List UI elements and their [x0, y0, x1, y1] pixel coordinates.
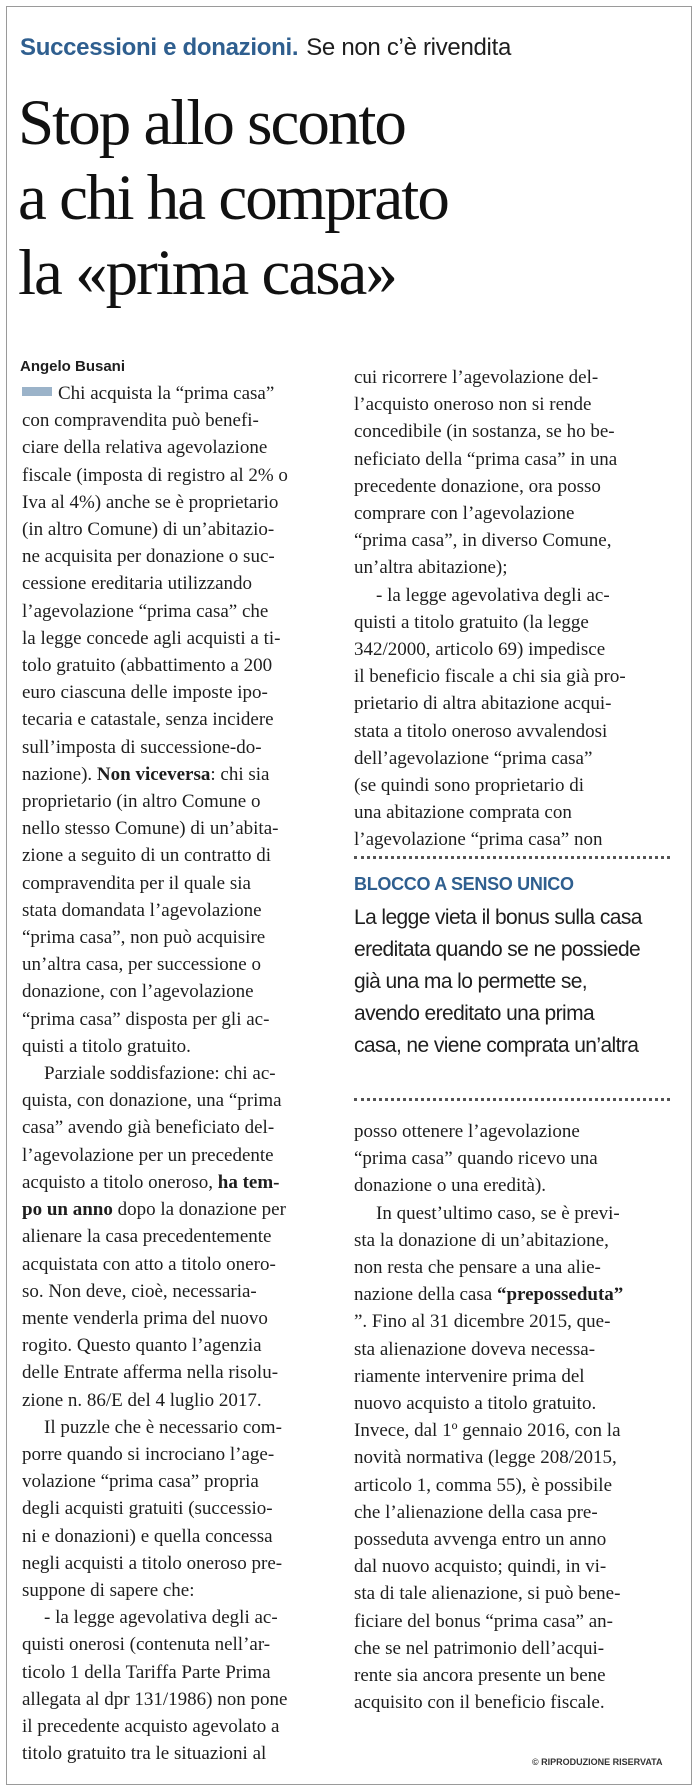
text-line: con compravendita può benefi-	[22, 410, 259, 432]
box-title: BLOCCO A SENSO UNICO	[354, 874, 574, 894]
text-line: negli acquisti a titolo oneroso pre-	[22, 1552, 283, 1574]
box-line: ereditata quando se ne possiede	[354, 938, 641, 961]
text-line: sta di tale alienazione, si può bene-	[354, 1583, 621, 1605]
text-line: un’altra casa, per successione o	[22, 954, 261, 976]
text-line: donazione, con l’agevolazione	[22, 981, 254, 1003]
kicker	[20, 32, 511, 63]
box-line: già una ma lo permette se,	[354, 970, 588, 993]
text-line: nazione della casa “preposseduta”	[354, 1284, 624, 1306]
text-line: stata domandata l’agevolazione	[22, 899, 262, 921]
text-line: novità normativa (legge 208/2015,	[354, 1447, 617, 1469]
byline: Angelo Busani	[20, 358, 126, 375]
article-column-2-bottom	[354, 1118, 670, 1716]
text-line: cui ricorrere l’agevolazione del-	[354, 367, 599, 388]
text-line: titolo gratuito tra le situazioni al	[22, 1743, 267, 1765]
text-line: il precedente acquisto agevolato a	[22, 1715, 280, 1737]
text-line: comprare con l’agevolazione	[354, 503, 575, 525]
text-line: acquisito con il beneficio fiscale.	[354, 1692, 605, 1714]
text-line: ticolo 1 della Tariffa Parte Prima	[22, 1661, 271, 1683]
text-line: il beneficio fiscale a chi sia già pro-	[354, 666, 626, 688]
headline-line: a chi ha comprato	[18, 162, 448, 234]
text-line: quisti a titolo gratuito (la legge	[354, 611, 589, 633]
text-line: una abitazione comprata con	[354, 802, 572, 824]
headline-line: la «prima casa»	[18, 237, 396, 309]
text-line: nuovo acquisto a titolo gratuito.	[354, 1393, 597, 1415]
text-line: non resta che pensare a una alie-	[354, 1257, 601, 1279]
text-line: 342/2000, articolo 69) impedisce	[354, 639, 606, 661]
text-line: ”. Fino al 31 dicembre 2015, que-	[354, 1311, 611, 1333]
text-line: alienare la casa precedentemente	[22, 1226, 272, 1248]
article-column-2-top	[354, 364, 670, 854]
text-line: Invece, dal 1º gennaio 2016, con la	[354, 1420, 621, 1442]
text-line: stata a titolo oneroso avvalendosi	[354, 720, 608, 742]
text-line: precedente donazione, ora posso	[354, 475, 601, 497]
text-line: acquistata con atto a titolo onero-	[22, 1253, 276, 1275]
text-line: quisti onerosi (contenuta nell’ar-	[22, 1634, 271, 1656]
text-line: tolo gratuito (abbattimento a 200	[22, 655, 273, 677]
lead-bar	[22, 387, 52, 396]
text-line: mente venderla prima del nuovo	[22, 1307, 268, 1329]
text-line: l’agevolazione “prima casa” non	[354, 829, 603, 851]
text-line: che se nel patrimonio dell’acqui-	[354, 1637, 605, 1659]
text-line: neficiato della “prima casa” in una	[354, 448, 618, 470]
text-line: zione n. 86/E del 4 luglio 2017.	[22, 1389, 262, 1411]
box-line: La legge vieta il bonus sulla casa	[354, 906, 642, 929]
text-line: - la legge agevolativa degli ac-	[376, 584, 610, 606]
text-line: la legge concede agli acquisti a ti-	[22, 627, 281, 649]
text-line: volazione “prima casa” propria	[22, 1471, 259, 1493]
text-line: - la legge agevolativa degli ac-	[44, 1607, 278, 1629]
article-column-1	[22, 380, 330, 1767]
box-line: avendo ereditato una prima	[354, 1002, 595, 1025]
text-line: sta la donazione di un’abitazione,	[354, 1229, 609, 1251]
text-line: tecaria e catastale, senza incidere	[22, 709, 274, 731]
text-line: zione a seguito di un contratto di	[22, 845, 272, 867]
text-line: proprietario (in altro Comune o	[22, 791, 261, 813]
text-line: acquisto a titolo oneroso, ha tem-	[22, 1171, 280, 1193]
box-top-rule	[354, 856, 670, 859]
text-line: l’agevolazione per un precedente	[22, 1144, 274, 1166]
text-line: ni e donazioni) e quella concessa	[22, 1525, 273, 1547]
text-line: quista, con donazione, una “prima	[22, 1090, 282, 1112]
kicker-section: Successioni e donazioni.	[20, 34, 299, 61]
text-line: ficiare del bonus “prima casa” an-	[354, 1610, 614, 1632]
text-line: donazione o una eredità).	[354, 1175, 547, 1197]
text-line: l’agevolazione “prima casa” che	[22, 600, 269, 622]
text-line: Iva al 4%) anche se è proprietario	[22, 491, 279, 513]
text-line: l’acquisto oneroso non si rende	[354, 394, 592, 416]
text-line: nazione). Non viceversa: chi sia	[22, 763, 270, 785]
text-line: so. Non deve, cioè, necessaria-	[22, 1280, 257, 1302]
text-line: euro ciascuna delle imposte ipo-	[22, 682, 268, 704]
text-line: riamente intervenire prima del	[354, 1365, 585, 1387]
text-line: Chi acquista la “prima casa”	[22, 380, 330, 407]
text-line: degli acquisti gratuiti (successio-	[22, 1498, 273, 1520]
text-line: suppone di sapere che:	[22, 1579, 195, 1601]
keyword: Non viceversa	[96, 763, 211, 785]
box-line: casa, ne viene comprata un’altra	[354, 1034, 639, 1057]
text-line: quisti a titolo gratuito.	[22, 1035, 191, 1057]
text-line: “prima casa”, in diverso Comune,	[354, 530, 612, 552]
box-bottom-rule	[354, 1098, 670, 1101]
text-line: “prima casa” disposta per gli ac-	[22, 1008, 270, 1030]
keyword: po un anno	[22, 1199, 113, 1221]
text-line: posseduta avvenga entro un anno	[354, 1529, 607, 1551]
text-line: prietario di altra abitazione acqui-	[354, 693, 612, 715]
text-line: un’altra abitazione);	[354, 557, 508, 579]
text-line: rente sia ancora presente un bene	[354, 1665, 606, 1687]
headline	[18, 86, 678, 311]
text-line: porre quando si incrociano l’age-	[22, 1443, 275, 1465]
copyright-notice: © RIPRODUZIONE RISERVATA	[532, 1757, 663, 1767]
text-line: (se quindi sono proprietario di	[354, 775, 585, 797]
text-line: dell’agevolazione “prima casa”	[354, 747, 593, 769]
text-line: compravendita per il quale sia	[22, 872, 251, 894]
keyword: ha tem-	[217, 1171, 280, 1193]
text-line: ne acquisita per donazione o suc-	[22, 546, 275, 568]
text-line: In quest’ultimo caso, se è previ-	[376, 1202, 620, 1224]
text-line: (in altro Comune) di un’abitazio-	[22, 519, 275, 541]
headline-line: Stop allo sconto	[18, 87, 405, 159]
text-line: concedibile (in sostanza, se ho be-	[354, 421, 615, 443]
text-line: sta alienazione doveva necessa-	[354, 1338, 596, 1360]
text-line: delle Entrate afferma nella risolu-	[22, 1362, 279, 1384]
text-line: “prima casa” quando ricevo una	[354, 1148, 598, 1170]
text-line: Parziale soddisfazione: chi ac-	[44, 1063, 276, 1085]
text-line: ciare della relativa agevolazione	[22, 437, 268, 459]
text-line: che l’alienazione della casa pre-	[354, 1501, 598, 1523]
text-line: sull’imposta di successione-do-	[22, 736, 262, 758]
text-line: po un anno dopo la donazione per	[22, 1199, 286, 1221]
text-line: “prima casa”, non può acquisire	[22, 927, 266, 949]
text-line: posso ottenere l’agevolazione	[354, 1121, 580, 1142]
text-line: fiscale (imposta di registro al 2% o	[22, 464, 288, 486]
text-line: articolo 1, comma 55), è possibile	[354, 1474, 613, 1496]
text-line: rogito. Questo quanto l’agenzia	[22, 1335, 262, 1357]
text-line: Il puzzle che è necessario com-	[44, 1416, 282, 1438]
kicker-topic: Se non c’è rivendita	[306, 34, 512, 61]
text-line: dal nuovo acquisto; quindi, in vi-	[354, 1556, 607, 1578]
keyword: “preposseduta”	[496, 1284, 624, 1306]
box-text	[354, 902, 670, 1062]
text-line: allegata al dpr 131/1986) non pone	[22, 1688, 288, 1710]
text-line: cessione ereditaria utilizzando	[22, 573, 253, 595]
text-line: casa” avendo già beneficiato del-	[22, 1117, 275, 1139]
text-line: nello stesso Comune) di un’abita-	[22, 818, 279, 840]
